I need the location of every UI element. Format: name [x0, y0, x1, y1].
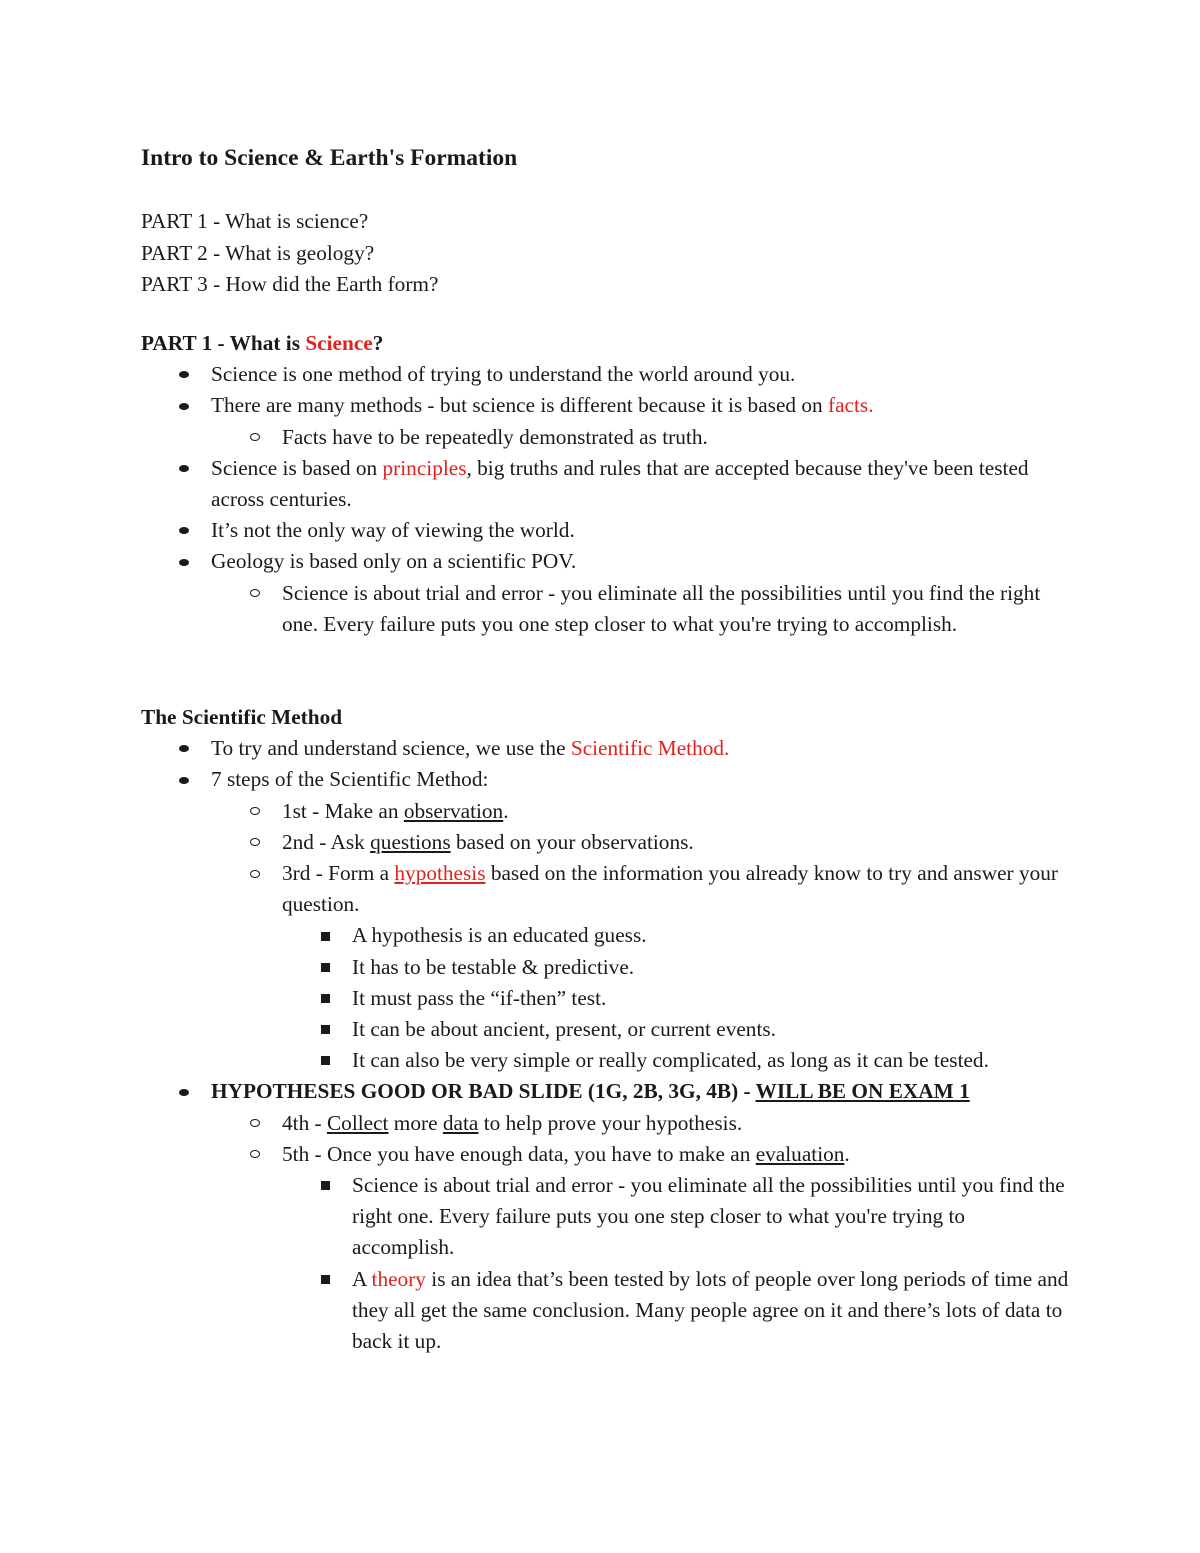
item-text: It has to be testable & predictive.: [352, 954, 635, 979]
highlight-text: hypothesis: [394, 861, 486, 886]
item-text: Science is about trial and error - you eliminate all the possibilities until you find the right one. Every failure puts you one step closer to what you're trying to accomplish.: [282, 580, 1041, 636]
bullet-icon: [174, 733, 194, 764]
part1-heading: [141, 328, 1071, 359]
item-text: 1st - Make an: [282, 798, 404, 823]
item-text: based on your observations.: [450, 829, 694, 854]
list-item: [141, 920, 1071, 951]
list-item: [141, 1108, 1071, 1139]
exam-note: WILL BE ON EXAM 1: [755, 1079, 970, 1104]
bullet-icon: [174, 453, 194, 484]
list-item: [141, 1045, 1071, 1076]
highlight-text: Scientific Method.: [570, 736, 730, 761]
item-text: 5th - Once you have enough data, you have to make an: [282, 1141, 756, 1166]
item-text: A: [352, 1266, 372, 1291]
item-text: Geology is based only on a scientific POV.: [211, 549, 577, 574]
highlight-text: facts.: [828, 393, 874, 418]
item-text: based on the information you already know to try and answer your question.: [282, 861, 1058, 917]
document-title: Intro to Science & Earth's Formation: [141, 145, 518, 171]
item-text: It must pass the “if-then” test.: [352, 985, 607, 1010]
underlined-text: observation: [403, 798, 504, 823]
item-text: 3rd - Form a: [282, 861, 395, 886]
list-item: [141, 546, 1071, 577]
list-item: [141, 827, 1071, 858]
bullet-icon: [174, 515, 194, 546]
list-item: [141, 983, 1071, 1014]
square-bullet-icon: [315, 952, 335, 983]
list-item: [141, 453, 1071, 515]
circle-bullet-icon: [245, 1139, 265, 1170]
list-item: [141, 1014, 1071, 1045]
square-bullet-icon: [315, 983, 335, 1014]
heading-text: PART 1 - What is: [141, 331, 306, 355]
item-text: A hypothesis is an educated guess.: [352, 923, 647, 948]
item-text: Science is based on: [211, 455, 383, 480]
underlined-text: evaluation: [755, 1141, 845, 1166]
underlined-text: questions: [370, 829, 451, 854]
list-item: [141, 733, 1071, 764]
bullet-icon: [174, 1076, 194, 1107]
circle-bullet-icon: [245, 827, 265, 858]
item-text: , big truths and rules that are accepted because they've been tested across centuries.: [211, 455, 1029, 512]
heading-text: ?: [372, 331, 384, 355]
square-bullet-icon: [315, 920, 335, 951]
bullet-icon: [174, 546, 194, 577]
list-item: [141, 578, 1071, 640]
square-bullet-icon: [315, 1264, 335, 1295]
square-bullet-icon: [315, 1045, 335, 1076]
circle-bullet-icon: [245, 578, 265, 609]
list-item: [141, 858, 1071, 920]
item-text: to help prove your hypothesis.: [478, 1110, 743, 1135]
list-item: [141, 515, 1071, 546]
item-text: .: [844, 1141, 850, 1166]
table-of-contents: [141, 206, 438, 301]
square-bullet-icon: [315, 1014, 335, 1045]
list-item: [141, 764, 1071, 795]
circle-bullet-icon: [245, 796, 265, 827]
item-text: Science is one method of trying to understand the world around you.: [211, 362, 796, 387]
list-item: [141, 1076, 1071, 1107]
item-text: Science is about trial and error - you eliminate all the possibilities until you find the right one. Every failure puts you one step closer to what you're trying to accomplish.: [352, 1173, 1065, 1260]
part1-section: [141, 328, 1071, 640]
list-item: [141, 422, 1071, 453]
item-text: is an idea that’s been tested by lots of people over long periods of time and they all get the same conclusion. Many people agree on it and there’s lots of data to back it up.: [352, 1266, 1069, 1354]
toc-item: PART 2 - What is geology?: [141, 240, 375, 265]
scientific-method-section: [141, 702, 1071, 1357]
part1-list: [141, 359, 1071, 640]
square-bullet-icon: [315, 1170, 335, 1201]
list-item: [141, 796, 1071, 827]
list-item: [141, 1170, 1071, 1264]
item-text: more: [388, 1110, 443, 1135]
circle-bullet-icon: [245, 1108, 265, 1139]
list-item: [141, 390, 1071, 421]
circle-bullet-icon: [245, 422, 265, 453]
bullet-icon: [174, 359, 194, 390]
highlight-text: principles: [382, 455, 467, 480]
item-text: .: [503, 798, 509, 823]
list-item: [141, 1139, 1071, 1170]
item-text: It can also be very simple or really complicated, as long as it can be tested.: [352, 1048, 989, 1073]
item-text: It can be about ancient, present, or current events.: [352, 1017, 776, 1042]
circle-bullet-icon: [245, 858, 265, 889]
method-list: [141, 733, 1071, 1357]
item-text: There are many methods - but science is different because it is based on: [211, 393, 828, 418]
scientific-method-heading: The Scientific Method: [141, 705, 343, 729]
item-text: 4th -: [282, 1110, 327, 1135]
toc-item: PART 1 - What is science?: [141, 209, 369, 233]
underlined-text: Collect: [326, 1110, 389, 1135]
bullet-icon: [174, 390, 194, 421]
item-text: It’s not the only way of viewing the world.: [211, 518, 575, 543]
list-item: [141, 952, 1071, 983]
item-text: 7 steps of the Scientific Method:: [211, 767, 489, 792]
list-item: [141, 359, 1071, 390]
item-text: To try and understand science, we use the: [211, 736, 571, 761]
bold-text: HYPOTHESES GOOD OR BAD SLIDE (1G, 2B, 3G, 4B) -: [211, 1079, 756, 1104]
list-item: [141, 1264, 1071, 1358]
toc-item: PART 3 - How did the Earth form?: [141, 272, 439, 296]
underlined-text: data: [442, 1110, 479, 1135]
item-text: 2nd - Ask: [282, 829, 371, 854]
item-text: Facts have to be repeatedly demonstrated as truth.: [282, 424, 708, 449]
highlight-text: theory: [371, 1266, 426, 1291]
heading-highlight: Science: [305, 331, 373, 355]
bullet-icon: [174, 764, 194, 795]
